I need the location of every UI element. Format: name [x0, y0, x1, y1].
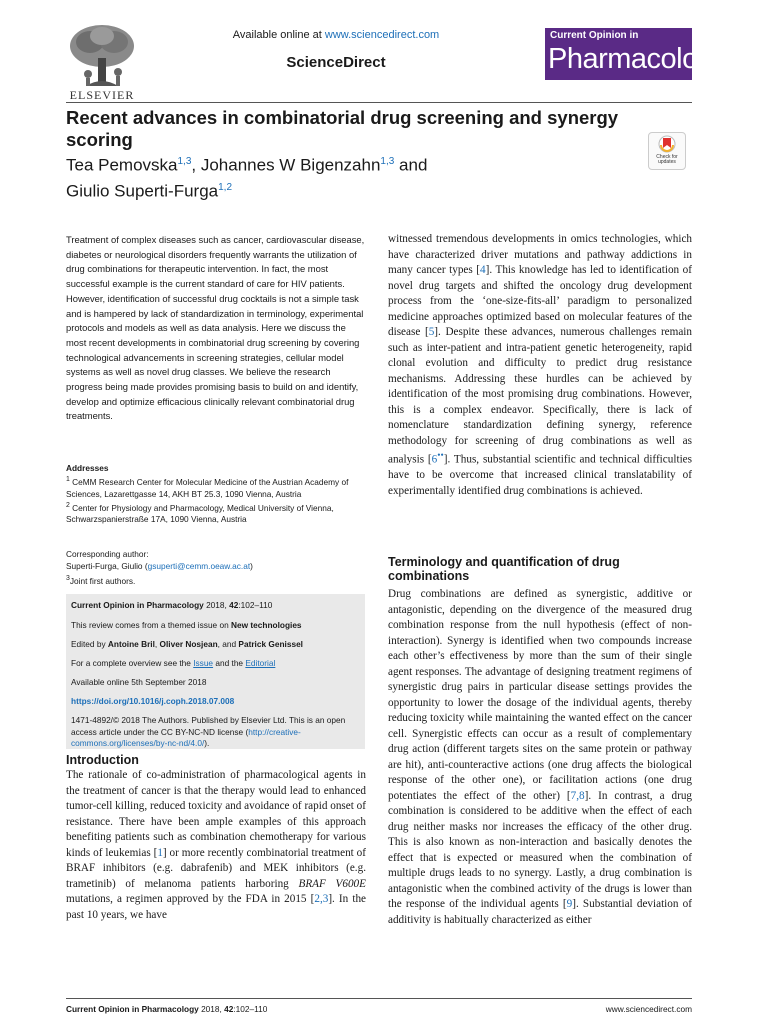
address-1-text: CeMM Research Center for Molecular Medicine of the Austrian Academy of Sciences, Lazarettgasse 14, AKH BT 25.3, 1090 Vienna, Austria: [66, 477, 349, 499]
footer-journal: Current Opinion in Pharmacology: [66, 1004, 199, 1014]
footer-citation: [66, 1004, 267, 1014]
intro-text-d: ]. In the past 10 years, we have: [66, 893, 367, 921]
article-info-box: [66, 594, 365, 749]
ref-1-link[interactable]: 1: [157, 846, 163, 859]
info-copyright: [71, 715, 359, 750]
address-2-num: 2: [66, 501, 70, 509]
editorial-link[interactable]: Editorial: [245, 658, 276, 668]
issue-link[interactable]: Issue: [193, 658, 214, 668]
overview-prefix: For a complete overview see the: [71, 658, 194, 668]
article-title: Recent advances in combinatorial drug screening and synergy scoring: [66, 107, 619, 150]
available-prefix: Available online at: [232, 29, 325, 41]
sciencedirect-link[interactable]: www.sciencedirect.com: [324, 29, 440, 41]
editor-sep-2: , and: [217, 639, 239, 649]
joint-text: Joint first authors.: [69, 575, 136, 586]
info-themed-issue: New technologies: [231, 620, 302, 630]
info-pages: :102–110: [238, 600, 273, 610]
ref-5-link[interactable]: 5: [428, 326, 435, 338]
corresponding-email-link[interactable]: gsuperti@cemm.oeaw.ac.at: [147, 560, 251, 571]
info-themed: [71, 620, 359, 632]
overview-mid: and the: [213, 658, 246, 668]
correspondence: [66, 549, 366, 587]
rintro-text-c: ]. Despite these advances, numerous challenges remain such as inter-patient and intra-patient genetic heterogeneity, rapid clonal evolution and difficulty to predict drug resistance mechanisms. Addressing these hurdles can be achieved by identification of the most promising drug combinations. However, this is a complex endeavor. Specifically, there is lack of nomenclature standardization defining synergy, reference methodology for screening of drug combinations as well as analysis [: [388, 326, 692, 466]
rintro-text-a: witnessed tremendous developments in omics technologies, which have characterized driver mutations and pathway addictions in many cancer types [: [388, 233, 692, 276]
author-1-affil[interactable]: 1,3: [177, 156, 192, 167]
joint-num: 3: [66, 574, 70, 582]
address-2-text: Center for Physiology and Pharmacology, Medical University of Vienna, Schwarzspanierstraße 17A, 1090 Vienna, Austria: [66, 502, 334, 525]
author-3-affil[interactable]: 1,2: [218, 181, 233, 193]
info-themed-prefix: This review comes from a themed issue on: [71, 620, 232, 630]
editor-2: Oliver Nosjean: [159, 639, 218, 649]
joint-authors-note: [66, 573, 366, 588]
intro-text-b: ] or more recently combinatorial treatment of BRAF inhibitors (e.g. dabrafenib) and MEK inhibitors (e.g. trametinib) of melanoma patients harboring: [66, 846, 366, 890]
journal-banner-line1: Current Opinion in: [550, 30, 639, 41]
copyright-end: ).: [204, 738, 210, 748]
doi-link[interactable]: https://doi.org/10.1016/j.coph.2018.07.008: [71, 696, 235, 706]
crossmark-icon: [649, 133, 685, 155]
editor-3: Patrick Genissel: [238, 639, 303, 649]
editor-sep-1: ,: [154, 639, 160, 649]
ref-6-link[interactable]: 6: [431, 453, 438, 466]
footer-pages: :102–110: [233, 1004, 268, 1014]
info-edited-prefix: Edited by: [71, 639, 108, 649]
term-text-b: ]. In contrast, a drug combination is considered to be additive when the effect of each drug neither masks nor increases the efficacy of the other drug. This is also known as non-interaction and basically denotes the effect that is expected or measured when the combination of multiple drugs leads to no synergy. Lastly, a drug combination is antagonistic when the combined activity of the drugs is lower than the response of the individual agents [: [388, 789, 693, 910]
footer-year: 2018,: [198, 1004, 225, 1014]
address-1: [66, 474, 366, 500]
footer-volume: 42: [224, 1004, 234, 1014]
ref-9-link[interactable]: 9: [566, 898, 573, 910]
introduction-heading: Introduction: [66, 753, 139, 767]
author-and: and: [394, 155, 428, 175]
author-3[interactable]: Giulio Superti-Furga: [66, 181, 219, 201]
footer-site-link[interactable]: www.sciencedirect.com: [605, 1004, 692, 1014]
info-citation: [71, 600, 359, 612]
author-2[interactable]: , Johannes W Bigenzahn: [191, 155, 381, 175]
ref-6-mark: ••: [437, 451, 444, 461]
rintro-text-b: ]. This knowledge has led to identification of novel drug targets and shifted the oncology drug development process from the ‘one-size-fits-all’ paradigm to personalized medicine approaches optimized based on molecular features of the disease [: [388, 264, 692, 338]
info-available: Available online 5th September 2018: [71, 677, 207, 687]
ref-4-link[interactable]: 4: [480, 264, 486, 276]
info-editors: [71, 639, 359, 651]
intro-continued-paragraph: [388, 232, 692, 499]
info-year: 2018,: [203, 600, 230, 610]
intro-text-a: The rationale of co-administration of pharmacological agents in the treatment of cancer is that the therapy would lead to enhanced tumor-cell killing, reduced toxicity and avoidance of rapid onset of resistance. There have been ample examples of this approach benefiting patients such as combination chemotherapy for various kinds of leukemias [: [66, 769, 366, 859]
braf-mutation: BRAF V600E: [298, 877, 366, 890]
author-list: [66, 151, 626, 202]
platform-name: ScienceDirect: [286, 54, 386, 71]
addresses: [66, 463, 366, 526]
terminology-heading: Terminology and quantification of drug combinations: [388, 555, 620, 583]
corresponding-label: Corresponding author:: [66, 549, 149, 559]
publisher-wordmark: ELSEVIER: [69, 88, 135, 102]
ref-7-8-link[interactable]: 7,8: [570, 789, 585, 802]
corresponding-name: Superti-Furga, Giulio (: [66, 560, 148, 571]
address-1-num: 1: [66, 476, 70, 484]
journal-banner-line2: Pharmacology: [548, 43, 728, 75]
header-rule: [66, 102, 692, 103]
ref-2-3-link[interactable]: 2,3: [314, 893, 329, 905]
term-text-a: Drug combinations are defined as synergistic, additive or antagonistic, depending on the divergence of the measured drug combination response from the null hypothesis (effect of non-interaction). Synergy is identified when two compounds increase each other’s effectiveness by more than the sum of their single agent responses. The advantage of designing treatment regimens of synergistic drug pairs in particular disease settings provides the opportunity to lower the dosage of the individual agents, thereby reducing toxicity while maintaining the wanted effect on the cancer cell. Synergistic effects can occur as a result of complementary drug action (different targets sites on the same protein or pathway are hit), anti-counteractive actions (one drug affects the biological response of the other one), or facilitation actions (one drug potentiates the effect of the other) [: [388, 588, 692, 802]
introduction-paragraph: [66, 768, 366, 923]
corresponding-close: ): [250, 560, 253, 571]
license-link[interactable]: http://creative-commons.org/licenses/by-nc-nd/4.0/: [71, 726, 301, 748]
addresses-heading: Addresses: [66, 463, 109, 473]
footer-rule: [66, 998, 692, 999]
author-2-affil[interactable]: 1,3: [380, 156, 395, 167]
journal-banner: [545, 28, 728, 80]
editor-1: Antoine Bril: [107, 639, 155, 649]
corresponding-author: [66, 561, 366, 573]
info-journal: Current Opinion in Pharmacology: [71, 600, 204, 610]
rintro-text-d: ]. Thus, substantial scientific and technical difficulties have to be overcome that increased clinical translatability of experimentally identified drug combinations is achieved.: [388, 453, 692, 497]
term-text-c: ]. Substantial deviation of additivity is habitually characterized as either: [388, 898, 692, 926]
abstract: Treatment of complex diseases such as cancer, cardiovascular disease, diabetes or neurological disorders frequently warrants the utilization of drug combinations for therapeutic intervention. In fact, the most successful example is the current standard of care for HIV patients. However, identification of successful drug cocktails is not a simple task and is hampered by lack of standardization in terminology, experimental protocols and models as well as data analysis. Here we discuss the most recent developments in combinatorial drug screening by covering technological advancements in screening strategies, cellular model systems as well as novel drug classes. We believe the research progress being made provides promising basis to build on and identify, develop and optimize efficacious clinically relevant combinatorial drug treatments.: [66, 234, 365, 422]
address-2: [66, 500, 366, 526]
info-overview: [71, 658, 359, 670]
intro-text-c: mutations, a regimen approved by the FDA in 2015 [: [66, 893, 315, 905]
check-for-updates-label: Check for updates: [656, 154, 678, 165]
terminology-paragraph: [388, 587, 692, 928]
author-1[interactable]: Tea Pemovska: [66, 155, 178, 175]
check-for-updates-button[interactable]: [648, 132, 686, 170]
copyright-text: 1471-4892/© 2018 The Authors. Published by Elsevier Ltd. This is an open access article under the CC BY-NC-ND license (: [71, 715, 346, 737]
info-volume: 42: [229, 600, 239, 610]
